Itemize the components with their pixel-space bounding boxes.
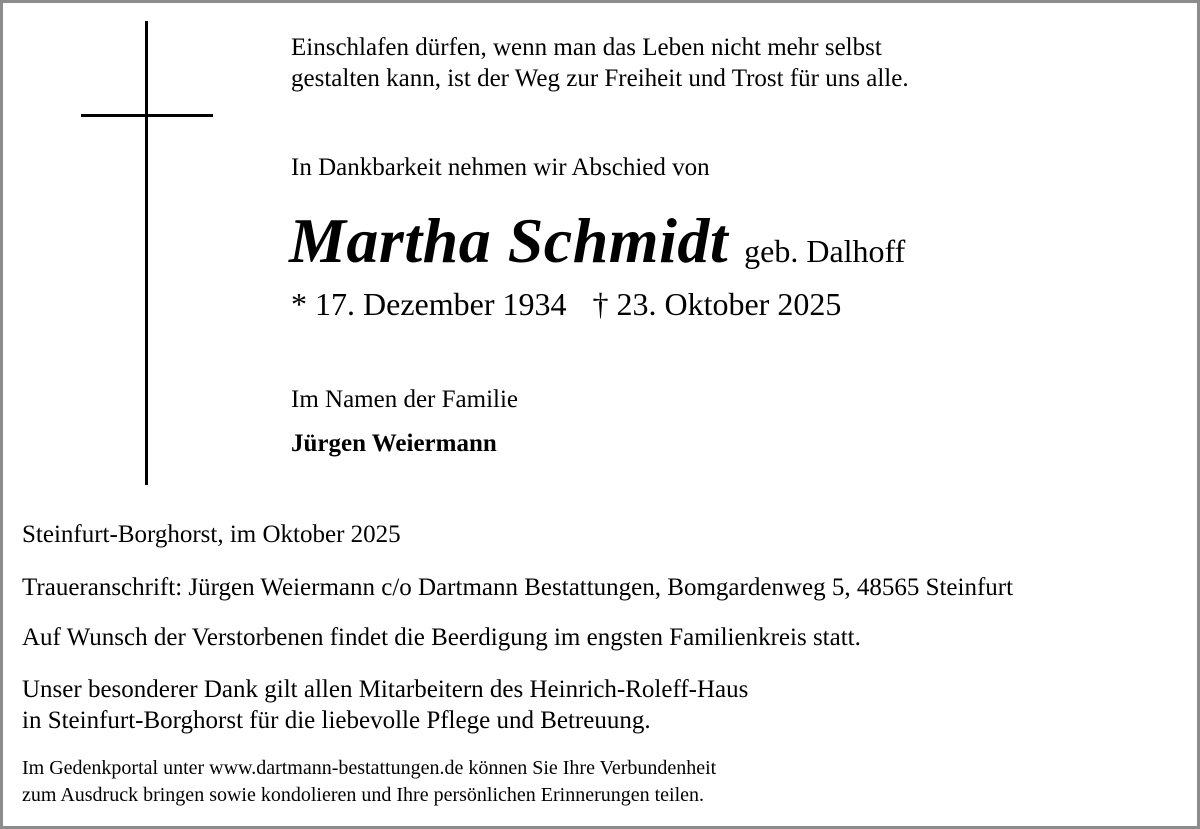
memorial-portal-note bbox=[22, 755, 716, 809]
maiden-name: geb. Dalhoff bbox=[744, 233, 906, 269]
deceased-name-line bbox=[289, 203, 905, 279]
mourning-address: Traueranschrift: Jürgen Weiermann c/o Dartmann Bestattungen, Bomgardenweg 5, 48565 Steinfurt bbox=[22, 574, 1014, 601]
thanks-line-1: Unser besonderer Dank gilt allen Mitarbeitern des Heinrich-Roleff-Haus bbox=[22, 676, 749, 703]
life-dates bbox=[291, 284, 841, 324]
verse bbox=[291, 32, 909, 94]
verse-line-2: gestalten kann, ist der Weg zur Freiheit und Trost für uns alle. bbox=[291, 65, 909, 92]
cross-vertical-bar bbox=[145, 21, 148, 485]
death-date: † 23. Oktober 2025 bbox=[592, 286, 842, 322]
place-date: Steinfurt-Borghorst, im Oktober 2025 bbox=[22, 521, 401, 548]
family-label: Im Namen der Familie bbox=[291, 386, 519, 413]
portal-line-2: zum Ausdruck bringen sowie kondolieren und Ihre persönlichen Erinnerungen teilen. bbox=[22, 784, 705, 806]
signer-name: Jürgen Weiermann bbox=[291, 430, 497, 457]
portal-line-1: Im Gedenkportal unter www.dartmann-bestattungen.de können Sie Ihre Verbundenheit bbox=[22, 757, 717, 779]
cross-horizontal-bar bbox=[81, 114, 213, 117]
funeral-note: Auf Wunsch der Verstorbenen findet die Beerdigung im engsten Familienkreis statt. bbox=[22, 624, 861, 651]
thanks-line-2: in Steinfurt-Borghorst für die liebevolle Pflege und Betreuung. bbox=[22, 707, 651, 734]
latin-cross-icon bbox=[81, 21, 213, 485]
birth-date: * 17. Dezember 1934 bbox=[291, 286, 567, 322]
farewell-intro: In Dankbarkeit nehmen wir Abschied von bbox=[291, 154, 710, 181]
deceased-name: Martha Schmidt bbox=[289, 205, 729, 276]
thanks-note bbox=[22, 674, 748, 736]
verse-line-1: Einschlafen dürfen, wenn man das Leben nicht mehr selbst bbox=[291, 34, 882, 61]
